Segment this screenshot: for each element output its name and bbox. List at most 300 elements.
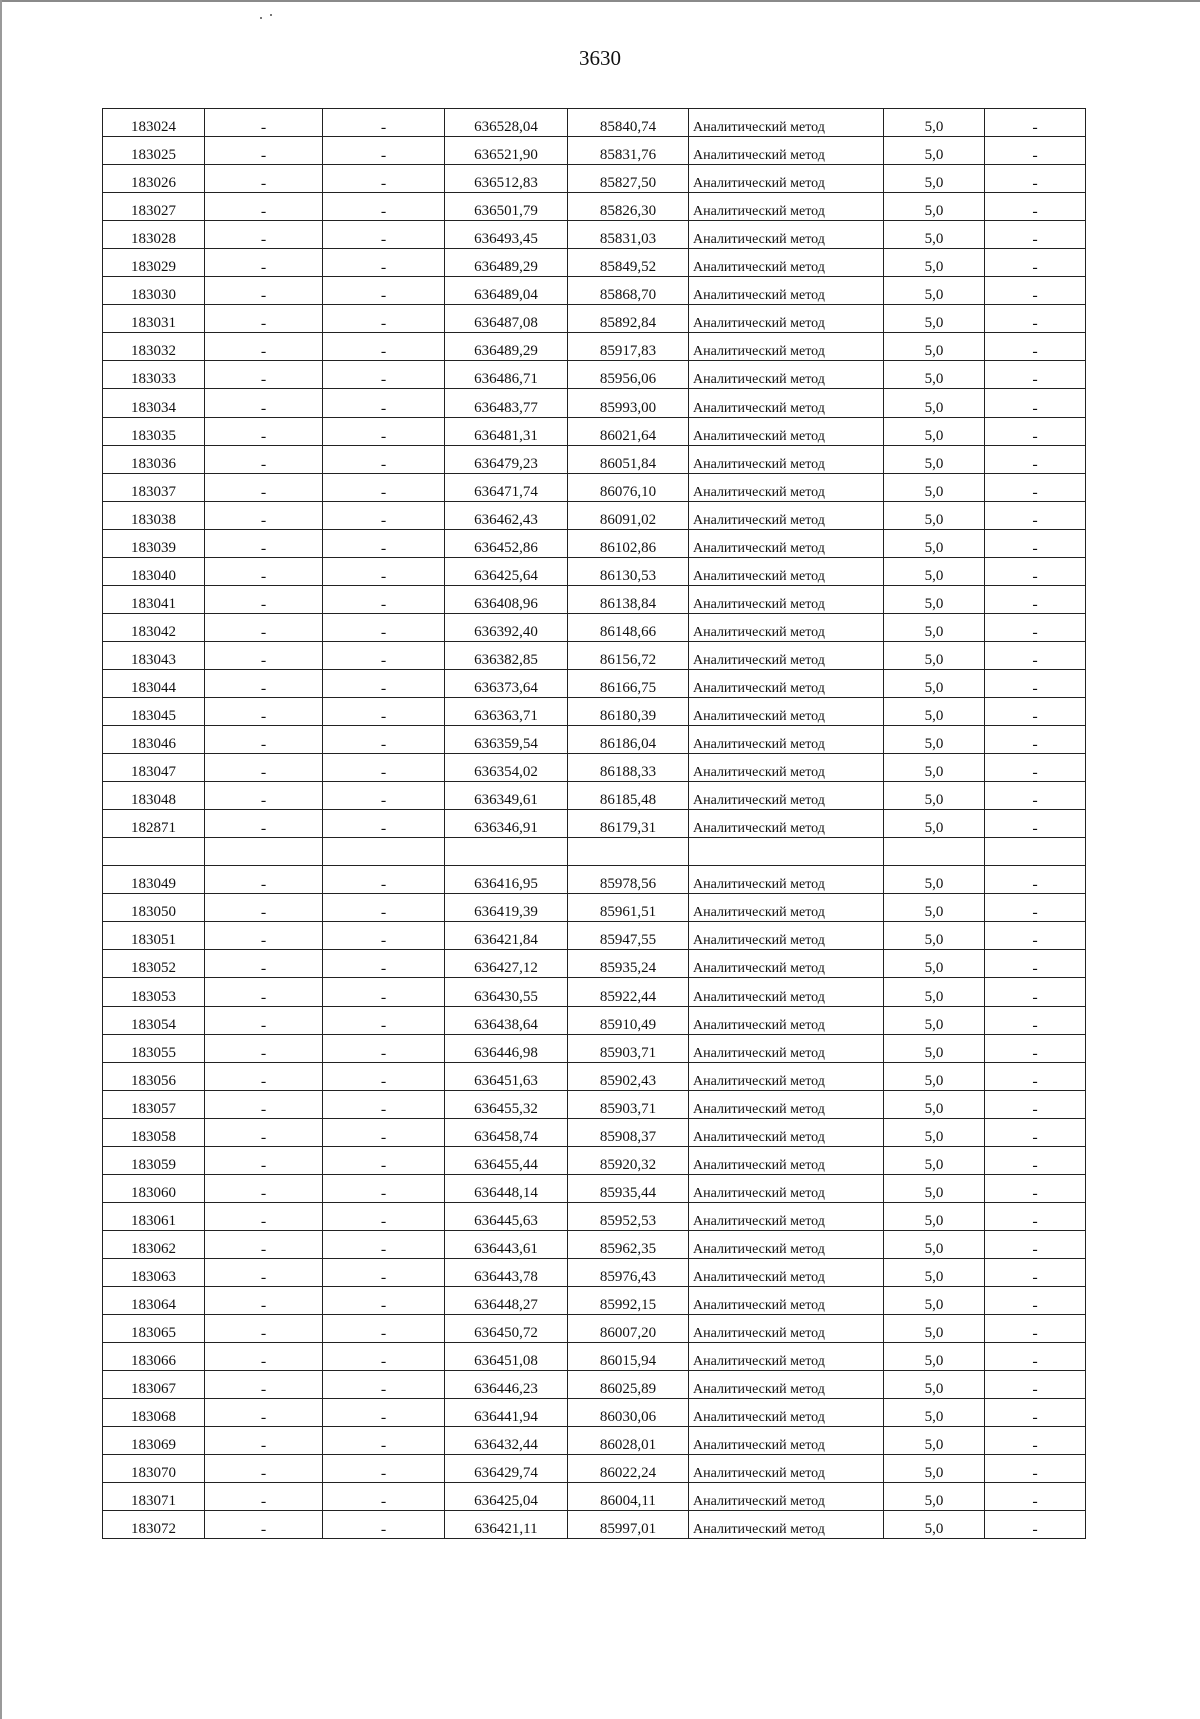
col-8-cell: - — [985, 1427, 1086, 1455]
method-cell: Аналитический метод — [689, 417, 884, 445]
table-row — [103, 1230, 1086, 1258]
accuracy-cell: 5,0 — [884, 613, 985, 641]
table-row — [103, 1118, 1086, 1146]
col-2-cell: - — [205, 109, 323, 137]
col-3-cell: - — [323, 305, 445, 333]
col-3-cell: - — [323, 697, 445, 725]
coord-x-cell: 636419,39 — [445, 894, 568, 922]
col-2-cell: - — [205, 165, 323, 193]
col-2-cell: - — [205, 1511, 323, 1539]
table-row — [103, 221, 1086, 249]
point-number-cell: 183062 — [103, 1230, 205, 1258]
accuracy-cell: 5,0 — [884, 1371, 985, 1399]
coord-x-cell: 636512,83 — [445, 165, 568, 193]
accuracy-cell: 5,0 — [884, 1343, 985, 1371]
point-number-cell: 183056 — [103, 1062, 205, 1090]
table-row — [103, 782, 1086, 810]
col-2-cell: - — [205, 473, 323, 501]
coord-y-cell: 86188,33 — [568, 754, 689, 782]
col-3-cell: - — [323, 1062, 445, 1090]
table-row — [103, 277, 1086, 305]
table-row — [103, 417, 1086, 445]
col-8-cell: - — [985, 1258, 1086, 1286]
col-2-cell: - — [205, 529, 323, 557]
method-cell: Аналитический метод — [689, 557, 884, 585]
point-number-cell: 183048 — [103, 782, 205, 810]
table-row — [103, 1343, 1086, 1371]
col-2-cell: - — [205, 1174, 323, 1202]
accuracy-cell: 5,0 — [884, 557, 985, 585]
method-cell: Аналитический метод — [689, 1399, 884, 1427]
method-cell: Аналитический метод — [689, 1427, 884, 1455]
coord-y-cell: 86186,04 — [568, 726, 689, 754]
col-3-cell: - — [323, 585, 445, 613]
col-8-cell: - — [985, 754, 1086, 782]
accuracy-cell: 5,0 — [884, 1202, 985, 1230]
col-8-cell: - — [985, 529, 1086, 557]
coord-y-cell: 85922,44 — [568, 978, 689, 1006]
point-number-cell: 183028 — [103, 221, 205, 249]
coord-x-cell: 636363,71 — [445, 697, 568, 725]
point-number-cell: 183046 — [103, 726, 205, 754]
method-cell: Аналитический метод — [689, 277, 884, 305]
col-8-cell: - — [985, 1062, 1086, 1090]
accuracy-cell: 5,0 — [884, 165, 985, 193]
method-cell: Аналитический метод — [689, 1511, 884, 1539]
col-2-cell: - — [205, 1483, 323, 1511]
coord-x-cell: 636430,55 — [445, 978, 568, 1006]
coord-x-cell: 636501,79 — [445, 193, 568, 221]
coord-x-cell: 636493,45 — [445, 221, 568, 249]
method-cell: Аналитический метод — [689, 1034, 884, 1062]
col-8-cell: - — [985, 1343, 1086, 1371]
coord-y-cell: 85831,03 — [568, 221, 689, 249]
coord-x-cell: 636432,44 — [445, 1427, 568, 1455]
point-number-cell: 183025 — [103, 137, 205, 165]
coord-y-cell: 86138,84 — [568, 585, 689, 613]
coord-y-cell: 85910,49 — [568, 1006, 689, 1034]
accuracy-cell: 5,0 — [884, 866, 985, 894]
col-2-cell: - — [205, 1034, 323, 1062]
coord-y-cell: 85831,76 — [568, 137, 689, 165]
coord-x-cell: 636416,95 — [445, 866, 568, 894]
col-3-cell: - — [323, 1427, 445, 1455]
coord-x-cell: 636445,63 — [445, 1202, 568, 1230]
col-3-cell: - — [323, 165, 445, 193]
table-row — [103, 1399, 1086, 1427]
accuracy-cell: 5,0 — [884, 1258, 985, 1286]
col-8-cell: - — [985, 1230, 1086, 1258]
accuracy-cell: 5,0 — [884, 1118, 985, 1146]
coord-x-cell: 636448,14 — [445, 1174, 568, 1202]
col-2-cell: - — [205, 613, 323, 641]
col-3-cell: - — [323, 1483, 445, 1511]
coord-y-cell: 86025,89 — [568, 1371, 689, 1399]
col-8-cell: - — [985, 697, 1086, 725]
method-cell: Аналитический метод — [689, 137, 884, 165]
coord-y-cell: 86076,10 — [568, 473, 689, 501]
coord-x-cell: 636443,61 — [445, 1230, 568, 1258]
col-8-cell: - — [985, 1118, 1086, 1146]
col-8-cell: - — [985, 585, 1086, 613]
col-3-cell: - — [323, 557, 445, 585]
accuracy-cell: 5,0 — [884, 1034, 985, 1062]
coord-x-cell: 636346,91 — [445, 810, 568, 838]
point-number-cell — [103, 838, 205, 866]
method-cell: Аналитический метод — [689, 782, 884, 810]
col-8-cell: - — [985, 249, 1086, 277]
col-2-cell: - — [205, 754, 323, 782]
col-2-cell: - — [205, 389, 323, 417]
point-number-cell: 183068 — [103, 1399, 205, 1427]
col-3-cell: - — [323, 1090, 445, 1118]
coord-x-cell: 636408,96 — [445, 585, 568, 613]
method-cell: Аналитический метод — [689, 109, 884, 137]
coord-x-cell: 636483,77 — [445, 389, 568, 417]
col-8-cell: - — [985, 445, 1086, 473]
col-2-cell: - — [205, 137, 323, 165]
table-row — [103, 529, 1086, 557]
point-number-cell: 183031 — [103, 305, 205, 333]
col-2-cell: - — [205, 1258, 323, 1286]
col-2-cell: - — [205, 557, 323, 585]
point-number-cell: 183072 — [103, 1511, 205, 1539]
coord-x-cell: 636455,44 — [445, 1146, 568, 1174]
col-2-cell: - — [205, 641, 323, 669]
coord-y-cell: 85868,70 — [568, 277, 689, 305]
table-row — [103, 922, 1086, 950]
point-number-cell: 183069 — [103, 1427, 205, 1455]
coord-y-cell: 85840,74 — [568, 109, 689, 137]
coord-y-cell: 86102,86 — [568, 529, 689, 557]
col-2-cell: - — [205, 950, 323, 978]
scan-edge-top — [0, 0, 1200, 2]
coord-y-cell: 86156,72 — [568, 641, 689, 669]
coord-y-cell: 85978,56 — [568, 866, 689, 894]
col-2-cell: - — [205, 1371, 323, 1399]
method-cell: Аналитический метод — [689, 641, 884, 669]
coord-x-cell: 636455,32 — [445, 1090, 568, 1118]
table-row — [103, 978, 1086, 1006]
col-3-cell: - — [323, 361, 445, 389]
coord-x-cell: 636443,78 — [445, 1258, 568, 1286]
col-3-cell: - — [323, 137, 445, 165]
point-number-cell: 183026 — [103, 165, 205, 193]
point-number-cell: 183059 — [103, 1146, 205, 1174]
table-row — [103, 641, 1086, 669]
accuracy-cell: 5,0 — [884, 305, 985, 333]
accuracy-cell: 5,0 — [884, 1427, 985, 1455]
point-number-cell: 183024 — [103, 109, 205, 137]
col-2-cell: - — [205, 333, 323, 361]
coord-y-cell: 86185,48 — [568, 782, 689, 810]
table-row — [103, 1371, 1086, 1399]
coord-y-cell: 85935,44 — [568, 1174, 689, 1202]
accuracy-cell: 5,0 — [884, 641, 985, 669]
table-row — [103, 1427, 1086, 1455]
accuracy-cell: 5,0 — [884, 585, 985, 613]
table-row — [103, 1202, 1086, 1230]
col-2-cell: - — [205, 221, 323, 249]
coord-x-cell: 636471,74 — [445, 473, 568, 501]
col-8-cell: - — [985, 950, 1086, 978]
col-3-cell: - — [323, 950, 445, 978]
accuracy-cell: 5,0 — [884, 978, 985, 1006]
col-8-cell: - — [985, 1399, 1086, 1427]
point-number-cell: 183032 — [103, 333, 205, 361]
col-2-cell: - — [205, 1343, 323, 1371]
col-2-cell: - — [205, 417, 323, 445]
point-number-cell: 183064 — [103, 1286, 205, 1314]
point-number-cell: 183044 — [103, 669, 205, 697]
coord-x-cell: 636450,72 — [445, 1315, 568, 1343]
col-8-cell: - — [985, 361, 1086, 389]
col-3-cell: - — [323, 613, 445, 641]
col-8-cell: - — [985, 1371, 1086, 1399]
method-cell: Аналитический метод — [689, 1258, 884, 1286]
point-number-cell: 183065 — [103, 1315, 205, 1343]
table-row — [103, 1090, 1086, 1118]
table-row — [103, 894, 1086, 922]
col-2-cell: - — [205, 249, 323, 277]
table-row — [103, 1455, 1086, 1483]
col-8-cell: - — [985, 1286, 1086, 1314]
col-3-cell: - — [323, 193, 445, 221]
table-row — [103, 137, 1086, 165]
table-row — [103, 165, 1086, 193]
accuracy-cell: 5,0 — [884, 445, 985, 473]
col-8-cell: - — [985, 417, 1086, 445]
accuracy-cell: 5,0 — [884, 726, 985, 754]
col-3-cell: - — [323, 221, 445, 249]
col-2-cell: - — [205, 894, 323, 922]
col-8-cell: - — [985, 1174, 1086, 1202]
method-cell: Аналитический метод — [689, 389, 884, 417]
col-2-cell: - — [205, 445, 323, 473]
method-cell: Аналитический метод — [689, 726, 884, 754]
coord-y-cell: 85903,71 — [568, 1034, 689, 1062]
coord-y-cell: 86179,31 — [568, 810, 689, 838]
coord-y-cell: 85917,83 — [568, 333, 689, 361]
point-number-cell: 183040 — [103, 557, 205, 585]
col-8-cell: - — [985, 137, 1086, 165]
col-3-cell: - — [323, 754, 445, 782]
point-number-cell: 183050 — [103, 894, 205, 922]
coord-y-cell: 86015,94 — [568, 1343, 689, 1371]
method-cell: Аналитический метод — [689, 613, 884, 641]
col-2-cell: - — [205, 1118, 323, 1146]
col-2-cell: - — [205, 922, 323, 950]
accuracy-cell: 5,0 — [884, 417, 985, 445]
col-2-cell: - — [205, 866, 323, 894]
point-number-cell: 183054 — [103, 1006, 205, 1034]
col-8-cell: - — [985, 866, 1086, 894]
col-8-cell: - — [985, 389, 1086, 417]
col-8-cell: - — [985, 305, 1086, 333]
method-cell: Аналитический метод — [689, 445, 884, 473]
coord-x-cell: 636479,23 — [445, 445, 568, 473]
accuracy-cell: 5,0 — [884, 501, 985, 529]
col-8-cell: - — [985, 1034, 1086, 1062]
point-number-cell: 183034 — [103, 389, 205, 417]
coord-x-cell: 636489,04 — [445, 277, 568, 305]
col-3-cell: - — [323, 1230, 445, 1258]
accuracy-cell: 5,0 — [884, 1286, 985, 1314]
accuracy-cell: 5,0 — [884, 950, 985, 978]
col-8-cell: - — [985, 1090, 1086, 1118]
accuracy-cell: 5,0 — [884, 782, 985, 810]
table-row — [103, 613, 1086, 641]
table-row — [103, 810, 1086, 838]
point-number-cell: 183037 — [103, 473, 205, 501]
coord-y-cell: 86021,64 — [568, 417, 689, 445]
coord-x-cell: 636446,98 — [445, 1034, 568, 1062]
table-row — [103, 1062, 1086, 1090]
col-2-cell: - — [205, 501, 323, 529]
col-2-cell: - — [205, 1230, 323, 1258]
method-cell: Аналитический метод — [689, 193, 884, 221]
table-row — [103, 1006, 1086, 1034]
col-3-cell: - — [323, 1343, 445, 1371]
coord-y-cell: 85947,55 — [568, 922, 689, 950]
col-2-cell: - — [205, 1427, 323, 1455]
col-3-cell: - — [323, 277, 445, 305]
method-cell: Аналитический метод — [689, 585, 884, 613]
point-number-cell: 183041 — [103, 585, 205, 613]
col-3-cell: - — [323, 249, 445, 277]
method-cell: Аналитический метод — [689, 1090, 884, 1118]
col-2-cell: - — [205, 1006, 323, 1034]
col-3-cell: - — [323, 445, 445, 473]
col-2-cell: - — [205, 669, 323, 697]
col-8-cell: - — [985, 894, 1086, 922]
col-3-cell: - — [323, 1202, 445, 1230]
coord-y-cell: 85903,71 — [568, 1090, 689, 1118]
method-cell: Аналитический метод — [689, 922, 884, 950]
coord-y-cell: 85956,06 — [568, 361, 689, 389]
scan-specks — [260, 14, 274, 20]
table-row — [103, 501, 1086, 529]
point-number-cell: 183066 — [103, 1343, 205, 1371]
coord-x-cell: 636349,61 — [445, 782, 568, 810]
accuracy-cell: 5,0 — [884, 361, 985, 389]
point-number-cell: 183051 — [103, 922, 205, 950]
method-cell: Аналитический метод — [689, 950, 884, 978]
coord-x-cell: 636458,74 — [445, 1118, 568, 1146]
col-8-cell: - — [985, 277, 1086, 305]
col-2-cell: - — [205, 1202, 323, 1230]
coord-y-cell: 85827,50 — [568, 165, 689, 193]
table-row — [103, 866, 1086, 894]
col-2-cell: - — [205, 1146, 323, 1174]
table-row — [103, 305, 1086, 333]
coord-x-cell: 636429,74 — [445, 1455, 568, 1483]
coord-x-cell: 636425,04 — [445, 1483, 568, 1511]
col-3-cell: - — [323, 109, 445, 137]
table-row — [103, 1315, 1086, 1343]
method-cell: Аналитический метод — [689, 249, 884, 277]
col-3-cell: - — [323, 866, 445, 894]
accuracy-cell: 5,0 — [884, 1511, 985, 1539]
coord-y-cell: 86022,24 — [568, 1455, 689, 1483]
col-3-cell: - — [323, 1286, 445, 1314]
method-cell: Аналитический метод — [689, 1483, 884, 1511]
coord-x-cell: 636487,08 — [445, 305, 568, 333]
method-cell: Аналитический метод — [689, 894, 884, 922]
col-8-cell: - — [985, 669, 1086, 697]
col-3-cell: - — [323, 1315, 445, 1343]
col-3-cell: - — [323, 782, 445, 810]
coord-y-cell: 86030,06 — [568, 1399, 689, 1427]
point-number-cell: 183060 — [103, 1174, 205, 1202]
method-cell: Аналитический метод — [689, 1006, 884, 1034]
accuracy-cell: 5,0 — [884, 894, 985, 922]
coord-x-cell: 636481,31 — [445, 417, 568, 445]
col-8-cell — [985, 838, 1086, 866]
col-8-cell: - — [985, 1455, 1086, 1483]
coord-x-cell: 636462,43 — [445, 501, 568, 529]
coord-y-cell: 85908,37 — [568, 1118, 689, 1146]
col-8-cell: - — [985, 922, 1086, 950]
coord-y-cell: 85892,84 — [568, 305, 689, 333]
method-cell: Аналитический метод — [689, 669, 884, 697]
coord-x-cell: 636441,94 — [445, 1399, 568, 1427]
table-row — [103, 754, 1086, 782]
col-2-cell: - — [205, 1062, 323, 1090]
col-3-cell: - — [323, 1511, 445, 1539]
col-2-cell: - — [205, 585, 323, 613]
point-number-cell: 183057 — [103, 1090, 205, 1118]
table-row — [103, 333, 1086, 361]
coord-x-cell: 636438,64 — [445, 1006, 568, 1034]
accuracy-cell: 5,0 — [884, 810, 985, 838]
coord-x-cell: 636392,40 — [445, 613, 568, 641]
method-cell: Аналитический метод — [689, 473, 884, 501]
coord-x-cell: 636521,90 — [445, 137, 568, 165]
table-row — [103, 1034, 1086, 1062]
table-row — [103, 1146, 1086, 1174]
point-number-cell: 183071 — [103, 1483, 205, 1511]
coord-y-cell: 85997,01 — [568, 1511, 689, 1539]
col-3-cell: - — [323, 417, 445, 445]
table-row — [103, 361, 1086, 389]
accuracy-cell: 5,0 — [884, 1315, 985, 1343]
point-number-cell: 183029 — [103, 249, 205, 277]
col-2-cell: - — [205, 978, 323, 1006]
table-row — [103, 109, 1086, 137]
coord-x-cell: 636354,02 — [445, 754, 568, 782]
col-2-cell: - — [205, 1455, 323, 1483]
col-2-cell: - — [205, 361, 323, 389]
point-number-cell: 183070 — [103, 1455, 205, 1483]
col-8-cell: - — [985, 557, 1086, 585]
col-8-cell: - — [985, 473, 1086, 501]
col-8-cell: - — [985, 501, 1086, 529]
table-row — [103, 1511, 1086, 1539]
col-3-cell: - — [323, 810, 445, 838]
page-number: 3630 — [579, 46, 621, 70]
point-number-cell: 183035 — [103, 417, 205, 445]
method-cell: Аналитический метод — [689, 1174, 884, 1202]
point-number-cell: 183038 — [103, 501, 205, 529]
method-cell: Аналитический метод — [689, 754, 884, 782]
col-3-cell: - — [323, 894, 445, 922]
method-cell: Аналитический метод — [689, 1202, 884, 1230]
table-row — [103, 1174, 1086, 1202]
method-cell: Аналитический метод — [689, 165, 884, 193]
table-row — [103, 557, 1086, 585]
method-cell: Аналитический метод — [689, 697, 884, 725]
